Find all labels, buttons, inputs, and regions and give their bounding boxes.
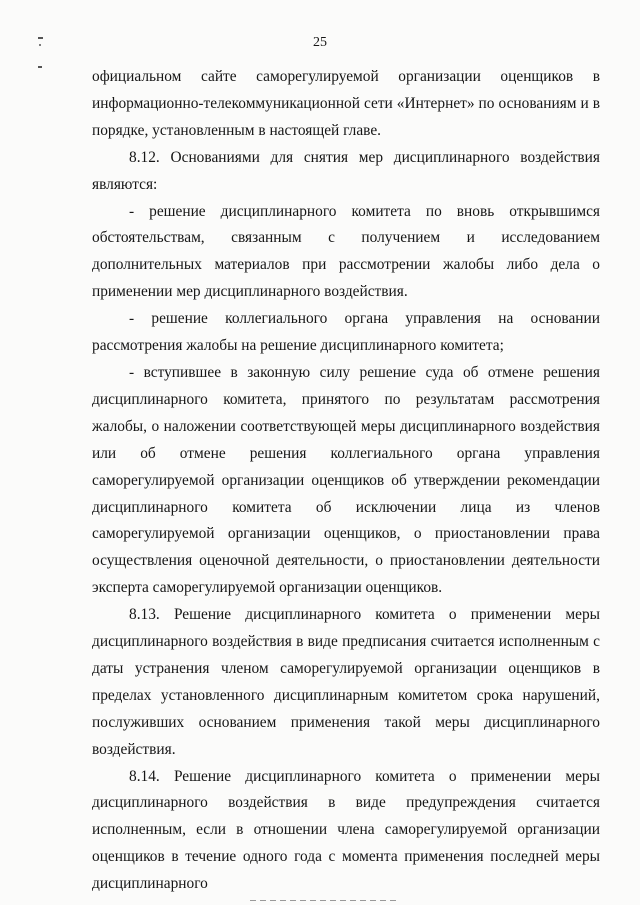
paragraph-continuation: официальном сайте саморегулируемой организации оценщиков в информационно-телекоммуникационной сети «Интернет» по основаниям и в порядке, установленным в настоящей главе. [92,68,600,139]
paragraph-8-14: 8.14. Решение дисциплинарного комитета о применении меры дисциплинарного воздействия в виде предупреждения считается исполненным, если в отношении члена саморегулируемой организации оценщиков в течение одного года с момента применения последней меры дисциплинарного [92,767,600,893]
body-text [92,64,600,898]
margin-mark [38,66,42,68]
list-item-new-circumstances: - решение дисциплинарного комитета по вновь открывшимся обстоятельствам, связанным с получением и исследованием дополнительных материалов при рассмотрении жалобы либо дела о применении мер дисциплинарного воздействия. [92,202,600,301]
list-item-court-decision: - вступившее в законную силу решение суда об отмене решения дисциплинарного комитета, принятого по результатам рассмотрения жалобы, о наложении соответствующей меры дисциплинарного воздействия или об отмене решения коллегиального органа управления саморегулируемой организации оценщиков об утверждении рекомендации дисциплинарного комитета об исключении лица из членов саморегулируемой организации оценщиков, о приостановлении права осуществления оценочной деятельности, о приостановлении деятельности эксперта саморегулируемой организации оценщиков. [92,363,600,597]
list-item-collegial-decision: - решение коллегиального органа управления на основании рассмотрения жалобы на решение дисциплинарного комитета; [92,310,600,355]
scan-edge-mark [250,900,400,901]
paragraph-8-13: 8.13. Решение дисциплинарного комитета о применении меры дисциплинарного воздействия в виде предписания считается исполненным с даты устранения членом саморегулируемой организации оценщиков в пределах установленного дисциплинарным комитетом срока нарушений, послуживших основанием применения такой меры дисциплинарного воздействия. [92,606,600,758]
page-number: 25 [313,35,327,50]
paragraph-8-12: 8.12. Основаниями для снятия мер дисциплинарного воздействия являются: [92,148,600,193]
